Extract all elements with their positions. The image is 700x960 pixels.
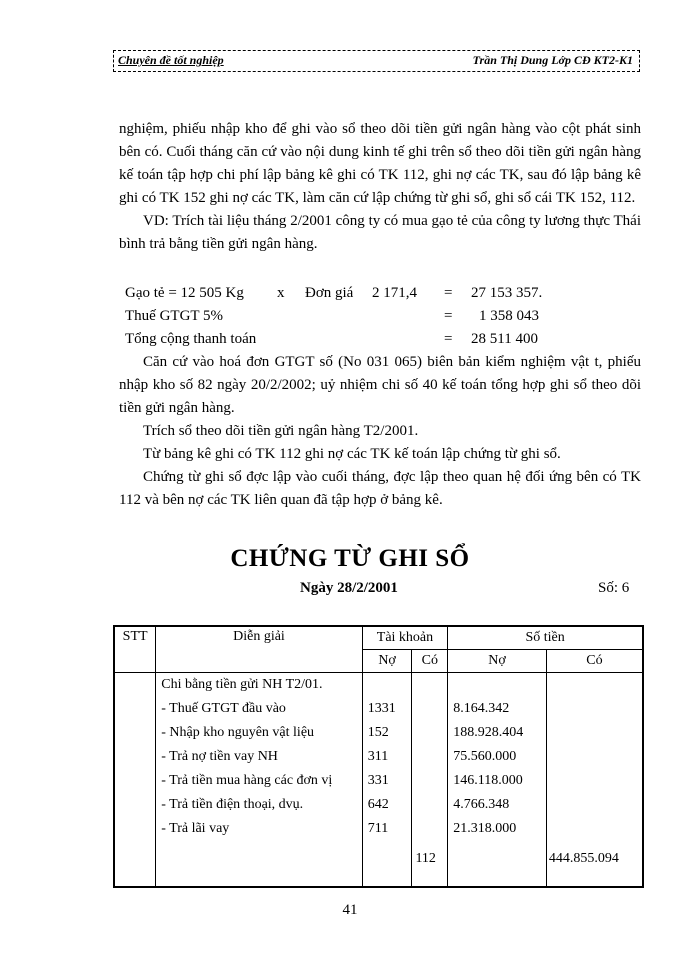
table-row-debit-acc: 711 xyxy=(367,821,389,836)
table-row-debit-acc: 311 xyxy=(367,749,389,764)
table-row-debit-amt: 4.766.348 xyxy=(453,797,510,812)
table-row-debit-amt: 75.560.000 xyxy=(453,749,517,764)
header-amount: Số tiền xyxy=(448,626,643,650)
table-row-debit-acc: 152 xyxy=(367,725,389,740)
calc-amount: 1 358 043 xyxy=(479,308,539,324)
table-row-credit-amt xyxy=(549,673,642,697)
paragraph: Từ bảng kê ghi có TK 112 ghi nợ các TK kế toán lập chứng từ ghi sổ. xyxy=(143,446,561,462)
header-account: Tài khoản xyxy=(362,626,448,650)
table-row-desc: - Trả lãi vay xyxy=(161,821,230,836)
table-row-debit-acc xyxy=(368,841,412,865)
table-row-credit-acc xyxy=(415,769,447,793)
table-row-credit-amt xyxy=(549,745,642,769)
calc-equals: = xyxy=(444,285,453,301)
table-row-credit-amt xyxy=(549,769,642,793)
table-row-desc: - Thuế GTGT đầu vào xyxy=(161,701,286,716)
credit-amount-column xyxy=(546,673,643,887)
table-row-debit-amt: 146.118.000 xyxy=(453,773,523,788)
calc-label: Thuế GTGT 5% xyxy=(125,308,224,324)
body-paragraphs-1 xyxy=(119,118,641,256)
table-row-debit-acc xyxy=(368,673,412,697)
table-row-debit-acc: 1331 xyxy=(367,701,396,716)
paragraph: nghiệm, phiếu nhập kho để ghi vào sổ theo dõi tiền gửi ngân hàng vào cột phát sinh bên có. Cuối tháng căn cứ vào nội dung kinh tế ghi trên sổ theo dõi tiền gửi ngân hàng kế toán tập hợp chi phí lập bảng kê ghi có TK 112, ghi nợ các TK, sau đó lập bảng kê ghi có TK 152 ghi nợ các TK, làm căn cứ lập chứng từ ghi sổ, ghi sổ cái TK 152, 112. xyxy=(119,121,641,206)
table-row-credit-amt xyxy=(549,721,642,745)
header-right-author: Trần Thị Dung Lớp CĐ KT2-K1 xyxy=(472,53,633,67)
table-row-debit-amt: 188.928.404 xyxy=(453,725,524,740)
voucher-title: CHỨNG TỪ GHI SỔ xyxy=(230,545,470,572)
table-row-credit-acc xyxy=(415,721,447,745)
table-row-credit-amt xyxy=(549,817,642,841)
calc-times: x xyxy=(277,285,285,301)
table-row-credit-amt: 444.855.094 xyxy=(548,851,619,866)
table-row-credit-acc xyxy=(415,697,447,721)
table-row-desc: - Trả tiền mua hàng các đơn vị xyxy=(161,773,333,788)
table-row-credit-amt xyxy=(549,793,642,817)
calc-unit-price: 2 171,4 xyxy=(372,285,417,301)
stt-column xyxy=(114,673,156,887)
calc-unit-label: Đơn giá xyxy=(305,285,354,301)
calc-amount: 27 153 357. xyxy=(471,285,543,301)
table-row-debit-acc: 331 xyxy=(367,773,389,788)
calc-equals: = xyxy=(444,331,453,347)
table-row-desc: - Trả tiền điện thoại, dvụ. xyxy=(161,797,304,812)
paragraph: Chứng từ ghi sổ đợc lập vào cuối tháng, đợc lập theo quan hệ đối ứng bên có TK 112 và bên nợ các TK liên quan đã tập hợp ở bảng kê. xyxy=(119,469,641,508)
voucher-table xyxy=(113,625,644,888)
header-debit-amount: Nợ xyxy=(448,650,547,673)
debit-amount-column xyxy=(448,673,547,887)
paragraph: VD: Trích tài liệu tháng 2/2001 công ty có mua gạo tẻ của công ty lương thực Thái bình trả bằng tiền gửi ngân hàng. xyxy=(119,213,641,252)
table-row-desc xyxy=(161,841,361,865)
table-row-debit-amt xyxy=(453,673,546,697)
voucher-number: Số: 6 xyxy=(598,580,630,596)
description-column xyxy=(156,673,362,887)
body-paragraphs-2 xyxy=(119,351,641,512)
paragraph: Căn cứ vào hoá đơn GTGT số (No 031 065) biên bản kiểm nghiệm vật t, phiếu nhập kho số 82 ngày 20/2/2002; uỷ nhiệm chi số 40 kế toán tổng hợp ghi sổ theo dõi tiền gửi ngân hàng. xyxy=(119,354,641,416)
header-credit-amount: Có xyxy=(546,650,643,673)
table-row-desc: - Nhập kho nguyên vật liệu xyxy=(161,725,315,740)
page-number: 41 xyxy=(342,902,358,918)
table-row-credit-acc xyxy=(415,673,447,697)
calc-row-rice xyxy=(119,282,641,305)
header-credit-account: Có xyxy=(412,650,448,673)
paragraph: Trích sổ theo dõi tiền gửi ngân hàng T2/2001. xyxy=(143,423,419,439)
voucher-date: Ngày 28/2/2001 xyxy=(300,580,398,596)
table-row-credit-acc xyxy=(415,793,447,817)
table-row-desc: Chi bằng tiền gửi NH T2/01. xyxy=(161,677,323,692)
header-stt: STT xyxy=(114,626,156,673)
calc-amount: 28 511 400 xyxy=(471,331,538,347)
header-description: Diễn giải xyxy=(156,626,362,673)
calc-row-total xyxy=(119,328,641,351)
calc-row-vat xyxy=(119,305,641,328)
debit-account-column xyxy=(362,673,412,887)
table-row-credit-acc xyxy=(415,817,447,841)
header-debit-account: Nợ xyxy=(362,650,412,673)
table-row-credit-acc xyxy=(415,745,447,769)
calc-label: Tổng cộng thanh toán xyxy=(125,331,257,347)
page-header xyxy=(113,50,640,72)
credit-account-column xyxy=(412,673,448,887)
table-row-debit-amt xyxy=(453,841,546,865)
table-row-credit-amt xyxy=(549,697,642,721)
calc-equals: = xyxy=(444,308,453,324)
header-left-title: Chuyên đề tốt nghiệp xyxy=(118,53,224,67)
table-row-debit-amt: 21.318.000 xyxy=(453,821,517,836)
table-row-desc: - Trả nợ tiền vay NH xyxy=(161,749,278,764)
table-row-debit-acc: 642 xyxy=(367,797,389,812)
calc-label: Gạo tẻ = 12 505 Kg xyxy=(125,285,244,301)
table-row-debit-amt: 8.164.342 xyxy=(453,701,510,716)
table-row-credit-acc: 112 xyxy=(415,851,436,866)
calculation-block xyxy=(119,282,641,351)
